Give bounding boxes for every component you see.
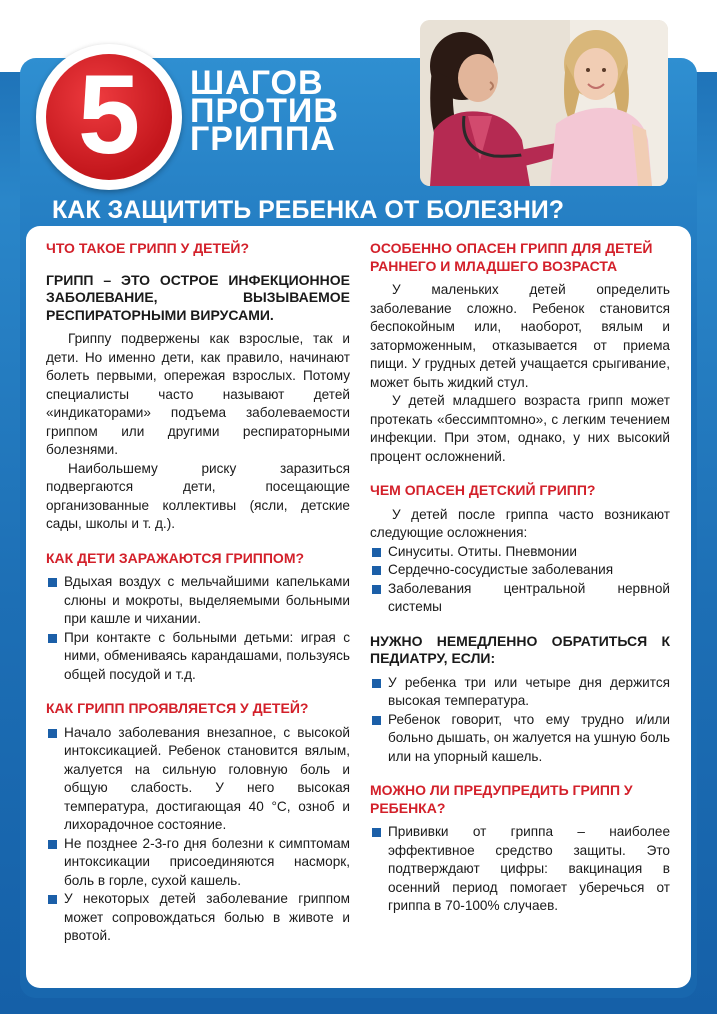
list-item: Начало заболевания внезапное, с высокой интоксикацией. Ребенок становится вялым, жалуется на сильную головную боль и общую слабость. У него высокая температура, достигающая 40 °С, озноб и лихорадочное состояние. [46, 724, 350, 835]
right-column [370, 240, 670, 916]
section-heading-prevention: МОЖНО ЛИ ПРЕДУПРЕДИТЬ ГРИПП У РЕБЕНКА? [370, 782, 633, 816]
list-item: Вдыхая воздух с мельчайшими капельками слюны и мокроты, выделяемыми больными при кашле и чихании. [46, 573, 350, 629]
poster-title [190, 64, 339, 158]
square-bullet-icon [372, 566, 381, 575]
flu-definition-lead: ГРИПП – ЭТО ОСТРОЕ ИНФЕКЦИОННОЕ ЗАБОЛЕВАНИЕ, ВЫЗЫВАЕМОЕ РЕСПИРАТОРНЫМИ ВИРУСАМИ. [46, 271, 350, 323]
bullet-list [46, 724, 350, 946]
square-bullet-icon [48, 634, 57, 643]
section-heading-young-children: ОСОБЕННО ОПАСЕН ГРИПП ДЛЯ ДЕТЕЙ РАННЕГО И МЛАДШЕГО ВОЗРАСТА [370, 240, 653, 274]
square-bullet-icon [372, 679, 381, 688]
paragraph: Гриппу подвержены как взрослые, так и дети. Но именно дети, как правило, начинают болеть первыми, опережая взрослых. Потому специалисты часто называют детей «индикаторами» подъема заболеваемости гриппом или другими респираторными болезнями. [46, 331, 350, 457]
list-item: У ребенка три или четыре дня держится высокая температура. [370, 674, 670, 711]
square-bullet-icon [48, 578, 57, 587]
list-item: Не позднее 2-3-го дня болезни к симптомам интоксикации присоединяются насморк, боль в горле, сухой кашель. [46, 835, 350, 891]
section-heading-how-infected: КАК ДЕТИ ЗАРАЖАЮТСЯ ГРИППОМ? [46, 549, 305, 566]
square-bullet-icon [372, 828, 381, 837]
badge-circle [46, 54, 172, 180]
bullet-list [370, 543, 670, 617]
bullet-list [370, 674, 670, 767]
left-column [46, 240, 350, 946]
list-item: Синуситы. Отиты. Пневмонии [370, 543, 670, 562]
bullet-list [46, 573, 350, 684]
list-item: При контакте с больными детьми: играя с ними, обмениваясь карандашами, пользуясь общей посудой и т.д. [46, 629, 350, 685]
square-bullet-icon [48, 895, 57, 904]
square-bullet-icon [372, 716, 381, 725]
paragraph: У маленьких детей определить заболевание сложно. Ребенок становится беспокойным или, наоборот, вялым и заторможенным, отказывается от приема пищи. У грудных детей учащается срыгивание, может быть жидкий стул. [370, 282, 670, 390]
paragraph: У детей младшего возраста грипп может протекать «бессимптомно», с легким течением инфекции. При этом, однако, у них высокий процент осложнений. [370, 393, 670, 464]
paragraph: Наибольшему риску заразиться подвергаются дети, посещающие организованные коллективы (ясли, детские сады, школы и т. д.). [46, 460, 350, 531]
title-line-2: ПРОТИВ [190, 92, 339, 130]
paragraph: У детей после гриппа часто возникают следующие осложнения: [370, 506, 670, 540]
list-item: У некоторых детей заболевание гриппом может сопровождаться болью в животе и рвотой. [46, 890, 350, 946]
list-item: Заболевания центральной нервной системы [370, 580, 670, 617]
doctor-child-illustration [420, 20, 668, 186]
section-heading-what-is-flu: ЧТО ТАКОЕ ГРИПП У ДЕТЕЙ? [46, 240, 250, 256]
bullet-list [370, 823, 670, 916]
square-bullet-icon [372, 548, 381, 557]
title-line-1: ШАГОВ [190, 64, 324, 102]
list-item: Прививки от гриппа – наиболее эффективное средство защиты. Это подтверждают цифры: вакцинация в осенний период помогает уберечься от гриппа в 70-100% случаев. [370, 823, 670, 916]
square-bullet-icon [372, 585, 381, 594]
list-item: Сердечно-сосудистые заболевания [370, 561, 670, 580]
title-line-3: ГРИППА [190, 120, 336, 158]
list-item: Ребенок говорит, что ему трудно и/или больно дышать, он жалуется на ушную боль или на упорный кашель. [370, 711, 670, 767]
square-bullet-icon [48, 840, 57, 849]
square-bullet-icon [48, 729, 57, 738]
section-heading-see-pediatrician: НУЖНО НЕМЕДЛЕННО ОБРАТИТЬСЯ К ПЕДИАТРУ, ЕСЛИ: [370, 632, 670, 666]
badge-number: 5 [77, 52, 141, 177]
poster-subtitle: КАК ЗАЩИТИТЬ РЕБЕНКА ОТ БОЛЕЗНИ? [52, 196, 565, 224]
section-heading-symptoms: КАК ГРИПП ПРОЯВЛЯЕТСЯ У ДЕТЕЙ? [46, 700, 309, 716]
section-heading-complications: ЧЕМ ОПАСЕН ДЕТСКИЙ ГРИПП? [370, 482, 596, 498]
doctor-child-photo [420, 20, 668, 186]
